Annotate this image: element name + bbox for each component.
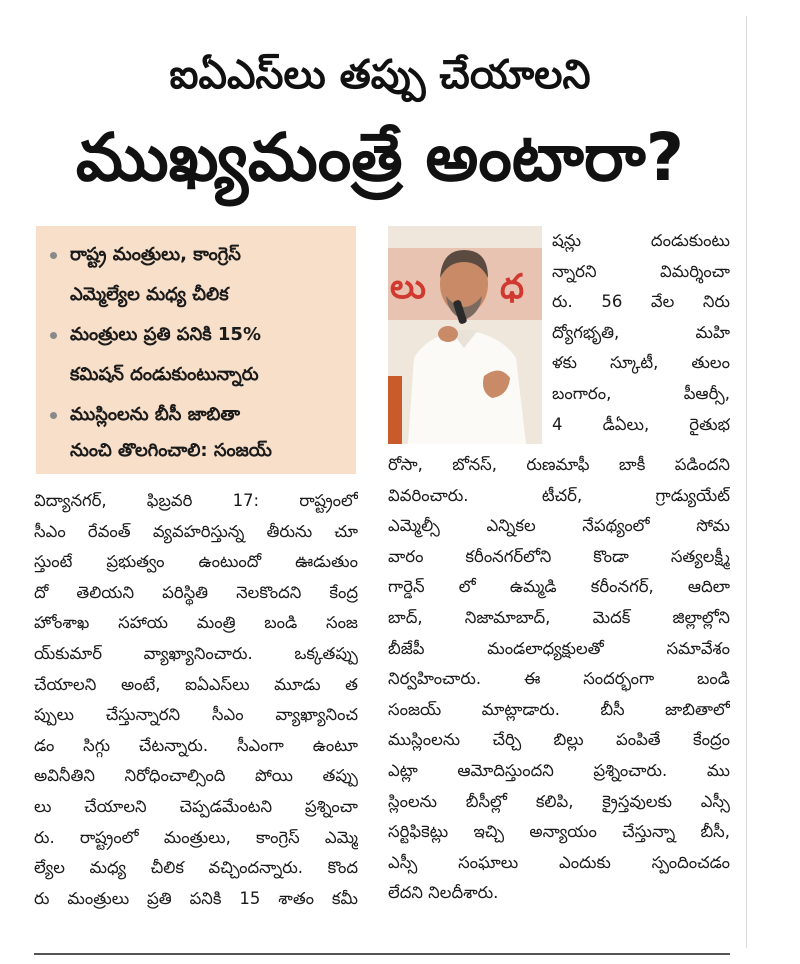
body-line: రు. 56 వేల నిరు — [552, 292, 730, 312]
highlight-text: మంత్రులు ప్రతి పనికి 15% — [70, 324, 261, 345]
body-line: గార్డెన్ లో ఉమ్మడి కరీంనగర్, ఆదిలా — [388, 577, 730, 597]
body-line: రోసా, బోనస్, రుణమాఫీ బాకీ పడిందని — [388, 455, 730, 474]
bottom-divider — [34, 953, 730, 955]
body-line: వారం కరీంనగర్‌లోని కొండా సత్యలక్ష్మీ — [388, 546, 730, 566]
body-line: ళకు స్కూటీ, తులం — [552, 353, 730, 373]
body-line: బాద్, నిజామాబాద్, మెదక్ జిల్లాల్లోని — [388, 607, 730, 627]
body-line: రు. రాష్ట్రంలో మంత్రులు, కాంగ్రెస్ ఎమ్మె — [34, 827, 358, 847]
body-line: లు చేయాలని చెప్పడమేంటని ప్రశ్నించా — [34, 796, 358, 816]
body-line: ద్యోగభృతి, మహి — [552, 322, 730, 342]
body-line: వివరించారు. టీచర్, గ్రాడ్యుయేట్ — [388, 485, 730, 505]
svg-text:లు: లు — [390, 267, 426, 307]
article-body-right-top — [552, 226, 730, 440]
body-line: షన్లు దండుకుంటు — [552, 231, 730, 250]
highlight-text: నుంచి తొలగించాలి: సంజయ్ — [70, 440, 272, 461]
body-line: ఎమ్మెల్సీ ఎన్నికల నేపథ్యంలో సోమ — [388, 516, 730, 536]
highlight-text: కమిషన్ దండుకుంటున్నారు — [70, 364, 259, 385]
speaker-photo — [388, 226, 542, 444]
body-line: స్తుంటే ప్రభుత్వం ఉంటుందో ఊడుతుం — [34, 552, 358, 572]
body-line: స్లింలను బీసీల్లో కలిపి, క్రైస్తవులకు ఎస్సీ — [388, 791, 730, 811]
highlights-box — [36, 226, 356, 474]
article-headline: ముఖ్యమంత్రే అంటారా? — [75, 119, 685, 196]
body-line: దో తెలియని పరిస్థితి నెలకొందని కేంద్ర — [34, 582, 358, 602]
article-kicker: ఐఏఎస్‌లు తప్పు చేయాలని — [169, 52, 591, 98]
body-line: డం సిగ్గు చేటన్నారు. సీఎంగా ఉంటూ — [34, 735, 358, 755]
highlight-text: ఎమ్మెల్యేల మధ్య చీలిక — [70, 284, 229, 305]
body-line: ఎస్సీ సంఘాలు ఎందుకు స్పందించడం — [388, 852, 730, 872]
body-line: లేదని నిలదీశారు. — [388, 883, 499, 903]
body-line: ముస్లింలను చేర్చి బిల్లు పంపితే కేంద్రం — [388, 730, 730, 750]
body-line: ప్పులు చేస్తున్నారని సీఎం వ్యాఖ్యానించ — [34, 705, 358, 725]
highlight-text: ముస్లింలను బీసీ జాబితా — [70, 404, 241, 425]
body-line: సర్టిఫికెట్లు ఇచ్చి అన్యాయం చేస్తున్నా బీసీ, — [388, 822, 730, 842]
body-line: బీజేపీ మండలాధ్యక్షులతో సమావేశం — [388, 638, 730, 658]
bullet-icon — [50, 252, 57, 259]
bullet-icon — [50, 412, 57, 419]
body-line: నిర్వహించారు. ఈ సందర్భంగా బండి — [388, 669, 730, 689]
article-body-right-bottom — [388, 450, 730, 909]
body-line: సంజయ్ మాట్లాడారు. బీసీ జాబితాలో — [388, 699, 730, 719]
body-line: విద్యానగర్, ఫిబ్రవరి 17: రాష్ట్రంలో — [34, 491, 358, 510]
body-line: న్నారని విమర్శించా — [552, 261, 730, 281]
body-line: ఎట్లా ఆమోదిస్తుందని ప్రశ్నించారు. ము — [388, 760, 730, 780]
body-line: చేయాలని అంటే, ఐఏఎస్‌లు మూడు త — [34, 674, 358, 694]
body-line: సీఎం రేవంత్ వ్యవహరిస్తున్న తీరును చూ — [34, 521, 358, 541]
highlight-text: రాష్ట్ర మంత్రులు, కాంగ్రెస్ — [70, 244, 241, 265]
body-line: 4 డీఏలు, రైతుభ — [552, 414, 730, 434]
article-body-left — [34, 486, 358, 914]
body-line: హోంశాఖ సహాయ మంత్రి బండి సంజ — [34, 613, 358, 633]
body-line: రు మంత్రులు ప్రతి పనికి 15 శాతం కమీ — [34, 888, 358, 908]
svg-text:ధ: ధ — [500, 267, 525, 307]
body-line: బంగారం, పీఆర్సీ, — [552, 383, 730, 403]
bullet-icon — [50, 332, 57, 339]
speaker-with-microphone-icon — [388, 226, 542, 444]
body-line: ల్యేల మధ్య చీలిక వచ్చిందన్నారు. కొంద — [34, 858, 358, 878]
body-line: య్‌కుమార్ వ్యాఖ్యానించారు. ఒక్కతప్పు — [34, 643, 358, 663]
body-line: అవినీతిని నిరోధించాల్సింది పోయి తప్పు — [34, 766, 358, 786]
